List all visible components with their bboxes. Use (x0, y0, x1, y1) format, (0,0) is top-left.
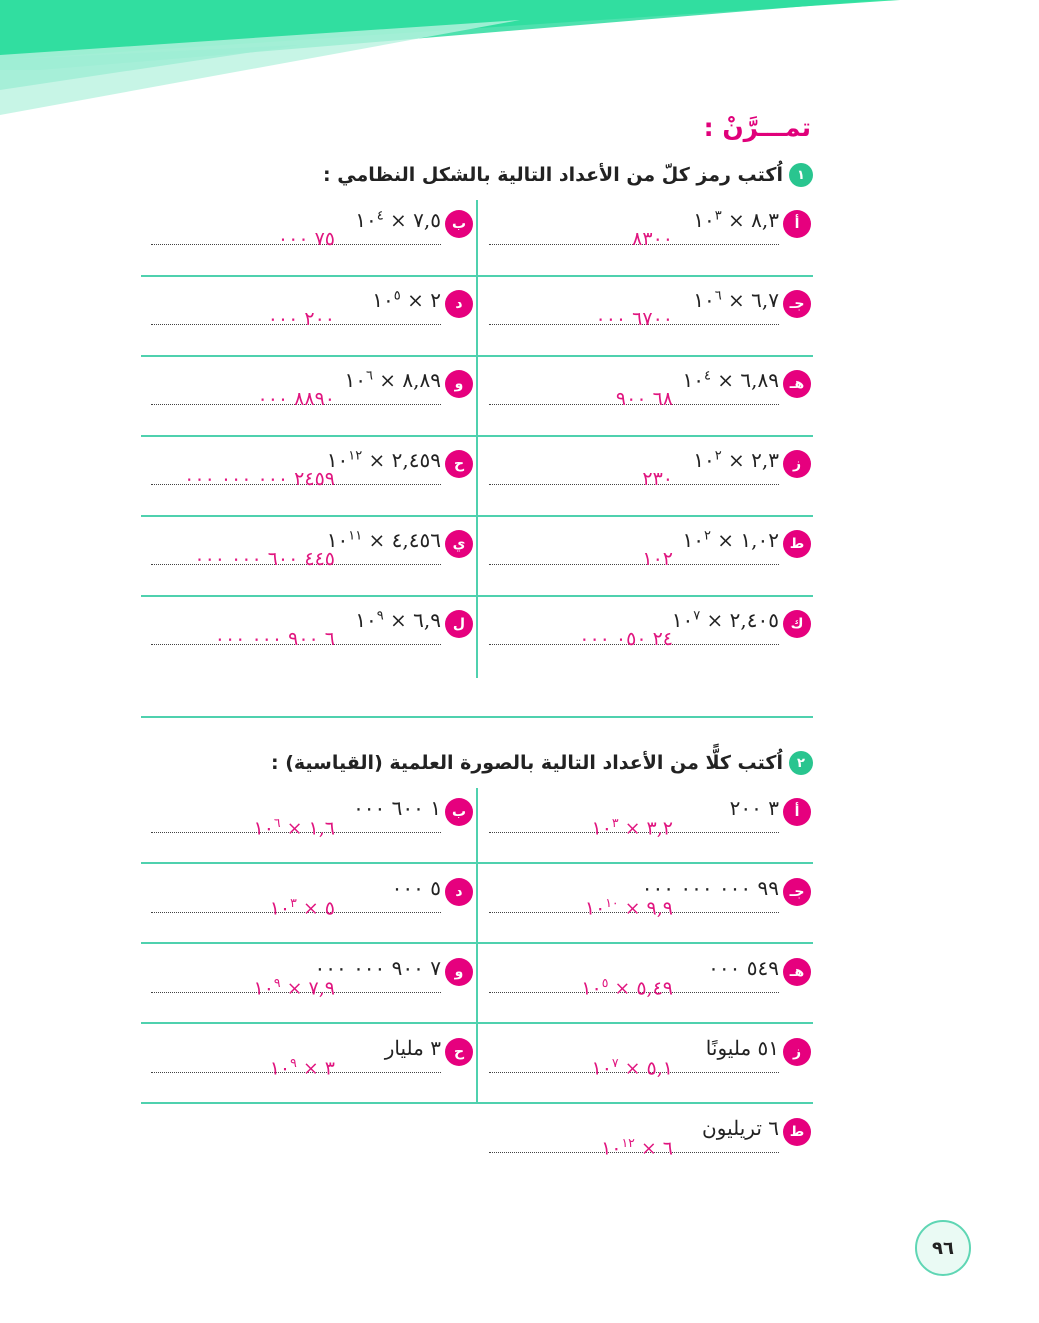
item-expression: ٤,٤٥٦ × $١٠^{١١}$ (326, 528, 441, 552)
exercise-2-grid (141, 788, 813, 1168)
handwritten-answer: ٥,٤٩ × $١٠^٥$ (581, 976, 673, 1000)
question-1-heading (323, 160, 813, 190)
exercise-item (141, 1032, 475, 1112)
item-expression: ٦,٩ × $١٠^٩$ (355, 608, 441, 632)
item-letter-badge: ط (783, 530, 811, 558)
item-letter-badge: ح (445, 450, 473, 478)
item-expression: ٢,٤٥٩ × $١٠^{١٢}$ (326, 448, 441, 472)
exercise-item (141, 604, 475, 684)
item-expression: ٦,٨٩ × $١٠^٤$ (682, 368, 779, 392)
exercise-item (479, 792, 813, 872)
handwritten-answer: ٣,٢ × $١٠^٣$ (591, 816, 673, 840)
column-divider (476, 788, 478, 1103)
exercise-item (479, 952, 813, 1032)
handwritten-answer: ٦ ٩٠٠ ٠٠٠ ٠٠٠ (214, 628, 335, 650)
item-letter-badge: ي (445, 530, 473, 558)
exercise-item (141, 204, 475, 284)
item-expression: ٨,٨٩ × $١٠^٦$ (344, 368, 441, 392)
exercise-item (479, 284, 813, 364)
item-letter-badge: ز (783, 1038, 811, 1066)
item-letter-badge: ب (445, 798, 473, 826)
handwritten-answer: ١,٦ × $١٠^٦$ (253, 816, 335, 840)
item-expression: ١ ٦٠٠ ٠٠٠ (353, 796, 441, 820)
item-letter-badge: ك (783, 610, 811, 638)
question-2-heading (271, 748, 813, 778)
item-letter-badge: و (445, 370, 473, 398)
section-divider (141, 716, 813, 718)
item-letter-badge: جـ (783, 290, 811, 318)
handwritten-answer: ٦٧٠٠ ٠٠٠ (595, 308, 673, 330)
item-expression: ٥ ٠٠٠ (391, 876, 441, 900)
item-expression: ٣ مليار (384, 1036, 441, 1060)
item-letter-badge: جـ (783, 878, 811, 906)
exercise-item (141, 444, 475, 524)
question-text: اُكتب كلًّا من الأعداد التالية بالصورة العلمية (القياسية) : (271, 752, 783, 774)
item-expression: ٥٤٩ ٠٠٠ (708, 956, 779, 980)
item-letter-badge: و (445, 958, 473, 986)
handwritten-answer: ٧٥ ٠٠٠ (277, 228, 335, 250)
item-expression: ٣ ٢٠٠ (729, 796, 779, 820)
page-number: ٩٦ (915, 1220, 971, 1276)
exercise-item (479, 524, 813, 604)
handwritten-answer: ٢٣٠ (642, 468, 673, 490)
handwritten-answer: ٩,٩ × $١٠^{١٠}$ (584, 896, 673, 920)
answer-line (489, 564, 779, 565)
item-letter-badge: أ (783, 210, 811, 238)
handwritten-answer: ٦ × $١٠^{١٢}$ (601, 1136, 673, 1160)
question-number: ١ (789, 163, 813, 187)
exercise-item (141, 792, 475, 872)
item-expression: ٢,٤٠٥ × $١٠^٧$ (671, 608, 779, 632)
item-expression: ٧,٥ × $١٠^٤$ (355, 208, 441, 232)
item-expression: ٢,٣ × $١٠^٢$ (693, 448, 779, 472)
item-expression: ٧ ٩٠٠ ٠٠٠ ٠٠٠ (314, 956, 441, 980)
item-expression: ٨,٣ × $١٠^٣$ (693, 208, 779, 232)
exercise-item (479, 444, 813, 524)
handwritten-answer: ٤٤٥ ٦٠٠ ٠٠٠ ٠٠٠ (194, 548, 335, 570)
exercise-item (479, 872, 813, 952)
handwritten-answer: ٢٤٥٩ ٠٠٠ ٠٠٠ ٠٠٠ (184, 468, 335, 490)
item-letter-badge: أ (783, 798, 811, 826)
exercise-item (479, 364, 813, 444)
exercise-item (479, 204, 813, 284)
item-expression: ١,٠٢ × $١٠^٢$ (682, 528, 779, 552)
item-letter-badge: د (445, 878, 473, 906)
handwritten-answer: ٢٤ ٠٥٠ ٠٠٠ (579, 628, 673, 650)
item-letter-badge: ط (783, 1118, 811, 1146)
item-expression: ٦ تريليون (702, 1116, 779, 1140)
exercise-item (141, 872, 475, 952)
exercise-item (479, 1032, 813, 1112)
exercise-item (141, 524, 475, 604)
item-expression: ٢ × $١٠^٥$ (372, 288, 441, 312)
top-banner (0, 0, 1039, 130)
item-letter-badge: ل (445, 610, 473, 638)
handwritten-answer: ٨٨٩٠ ٠٠٠ (257, 388, 335, 410)
handwritten-answer: ١٠٢ (642, 548, 673, 570)
answer-line (489, 484, 779, 485)
exercise-item (141, 284, 475, 364)
item-expression: ٥١ مليونًا (705, 1036, 779, 1060)
item-expression: ٩٩ ٠٠٠ ٠٠٠ ٠٠٠ (641, 876, 779, 900)
question-text: اُكتب رمز كلّ من الأعداد التالية بالشكل النظامي : (323, 164, 783, 186)
question-number: ٢ (789, 751, 813, 775)
exercise-1-grid (141, 200, 813, 680)
handwritten-answer: ٥,١ × $١٠^٧$ (591, 1056, 673, 1080)
column-divider (476, 200, 478, 678)
exercise-item (479, 604, 813, 684)
item-letter-badge: د (445, 290, 473, 318)
exercise-item (141, 364, 475, 444)
item-expression: ٦,٧ × $١٠^٦$ (693, 288, 779, 312)
item-letter-badge: ب (445, 210, 473, 238)
handwritten-answer: ٣ × $١٠^٩$ (269, 1056, 335, 1080)
handwritten-answer: ٥ × $١٠^٣$ (269, 896, 335, 920)
handwritten-answer: ٨٣٠٠ (632, 228, 673, 250)
item-letter-badge: هـ (783, 958, 811, 986)
page-title: تمـــرَّنْ : (703, 113, 811, 142)
handwritten-answer: ٧,٩ × $١٠^٩$ (253, 976, 335, 1000)
exercise-item (479, 1112, 813, 1192)
item-letter-badge: ز (783, 450, 811, 478)
item-letter-badge: ح (445, 1038, 473, 1066)
exercise-item (141, 952, 475, 1032)
item-letter-badge: هـ (783, 370, 811, 398)
handwritten-answer: ٢٠٠ ٠٠٠ (267, 308, 335, 330)
handwritten-answer: ٦٨ ٩٠٠ (615, 388, 673, 410)
